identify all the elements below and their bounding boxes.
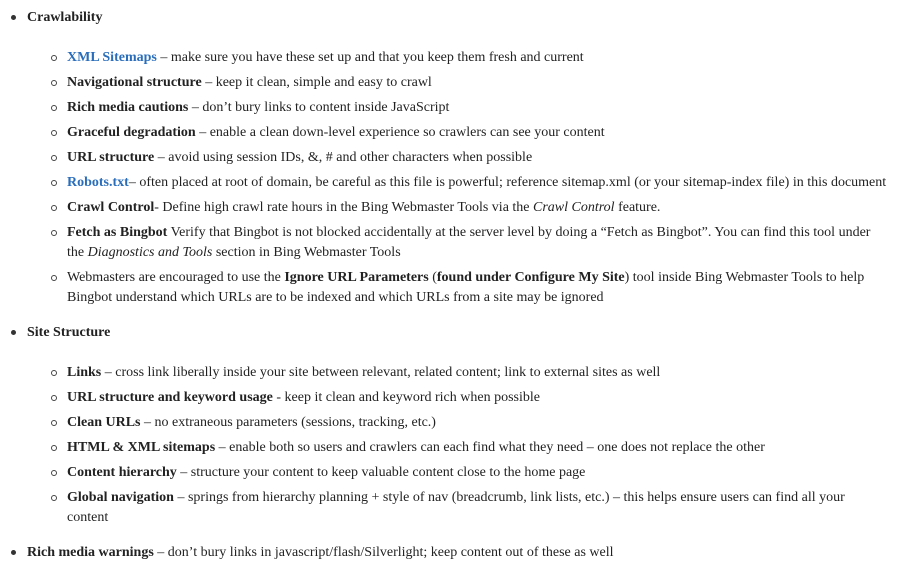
item-italic: Diagnostics and Tools xyxy=(87,245,213,260)
list-item xyxy=(27,463,901,483)
item-text: – cross link liberally inside your site between relevant, related content; link to external sites as well xyxy=(101,365,661,380)
item-text: – don’t bury links to content inside JavaScript xyxy=(188,100,450,115)
item-bold: Navigational structure xyxy=(67,75,202,90)
item-text: – don’t bury links in javascript/flash/Silverlight; keep content out of these as well xyxy=(153,545,614,560)
item-bold: URL structure xyxy=(67,150,155,165)
list-item xyxy=(27,388,901,408)
list-item xyxy=(27,268,901,308)
item-italic: Crawl Control xyxy=(533,200,615,215)
xml-sitemaps-link[interactable]: XML Sitemaps xyxy=(67,50,157,65)
item-bold: found under Configure My Site xyxy=(436,270,625,285)
list-item xyxy=(27,123,901,143)
item-bold: URL structure and keyword usage xyxy=(67,390,273,405)
main-list xyxy=(0,8,901,563)
item-bold: Links xyxy=(67,365,102,380)
item-bold: Ignore URL Parameters xyxy=(284,270,429,285)
list-item xyxy=(27,98,901,118)
item-bold: Graceful degradation xyxy=(67,125,196,140)
item-text: Verify that Bingbot is not blocked accidentally at the server level by doing a “Fetch as Bingbot”. You can find this tool under the xyxy=(67,225,871,260)
item-bold: HTML & XML sitemaps xyxy=(67,440,216,455)
section-site-structure xyxy=(0,323,901,528)
item-text: - Define high crawl rate hours in the Bing Webmaster Tools via the xyxy=(154,200,534,215)
item-bold: Rich media cautions xyxy=(67,100,189,115)
section-title: Crawlability xyxy=(27,10,103,25)
item-text: – keep it clean, simple and easy to crawl xyxy=(201,75,432,90)
list-item xyxy=(27,48,901,68)
list-item xyxy=(27,488,901,528)
robots-txt-link[interactable]: Robots.txt xyxy=(67,175,129,190)
list-item xyxy=(27,438,901,458)
item-text: – avoid using session IDs, &, # and other characters when possible xyxy=(154,150,533,165)
item-text: - keep it clean and keyword rich when possible xyxy=(272,390,540,405)
item-text: section in Bing Webmaster Tools xyxy=(212,245,401,260)
item-text: Webmasters are encouraged to use the xyxy=(67,270,285,285)
crawlability-list xyxy=(27,48,901,308)
item-bold: Global navigation xyxy=(67,490,174,505)
list-item xyxy=(27,413,901,433)
item-text: – no extraneous parameters (sessions, tracking, etc.) xyxy=(140,415,436,430)
item-text: – enable a clean down-level experience so crawlers can see your content xyxy=(195,125,605,140)
list-item xyxy=(27,198,901,218)
item-text: ) tool inside Bing Webmaster Tools to help Bingbot understand which URLs are to be indexed and which URLs from a site may be ignored xyxy=(67,270,865,305)
item-text: – often placed at root of domain, be careful as this file is powerful; reference sitemap.xml (or your sitemap-index file) in this document xyxy=(128,175,887,190)
list-item xyxy=(27,173,901,193)
list-item xyxy=(27,148,901,168)
list-item xyxy=(27,223,901,263)
section-title: Site Structure xyxy=(27,325,111,340)
item-bold: Clean URLs xyxy=(67,415,141,430)
item-bold: Crawl Control xyxy=(67,200,155,215)
section-crawlability xyxy=(0,8,901,308)
item-bold: Content hierarchy xyxy=(67,465,177,480)
item-text: ( xyxy=(428,270,437,285)
item-text: – springs from hierarchy planning + style of nav (breadcrumb, link lists, etc.) – this helps ensure users can find all your content xyxy=(67,490,845,525)
section-title: Rich media warnings xyxy=(27,545,154,560)
section-rich-media xyxy=(0,543,901,563)
list-item xyxy=(27,73,901,93)
item-text: – make sure you have these set up and that you keep them fresh and current xyxy=(156,50,584,65)
list-item xyxy=(27,363,901,383)
item-text: feature. xyxy=(614,200,661,215)
item-bold: Fetch as Bingbot xyxy=(67,225,168,240)
site-structure-list xyxy=(27,363,901,528)
item-text: – structure your content to keep valuable content close to the home page xyxy=(176,465,586,480)
item-text: – enable both so users and crawlers can each find what they need – one does not replace the other xyxy=(215,440,765,455)
